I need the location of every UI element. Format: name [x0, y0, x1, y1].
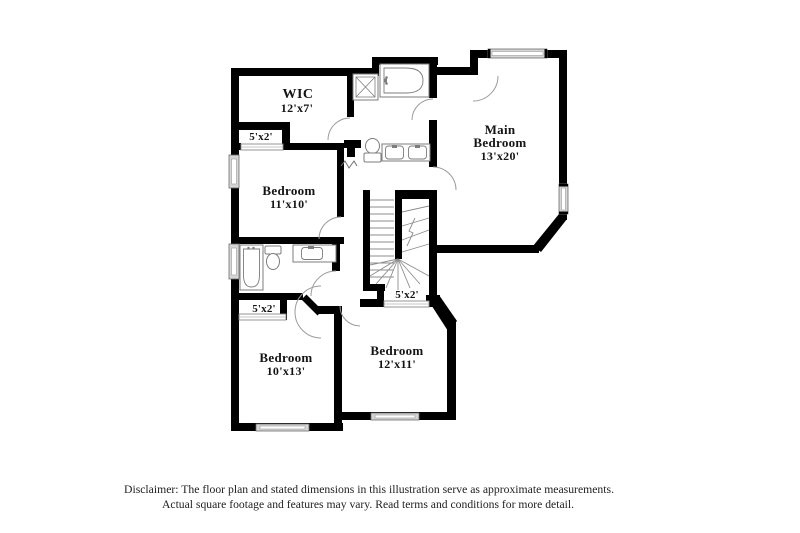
door-arc-icon: [311, 271, 336, 296]
wall: [231, 293, 303, 300]
sink-icon: [293, 245, 336, 262]
wall: [377, 284, 384, 307]
wall: [395, 190, 436, 199]
room-label-main-bedroom-dims: 13'x20': [480, 149, 520, 163]
wall: [337, 143, 344, 217]
double-vanity-icon: [382, 144, 430, 161]
window-marker: [229, 155, 239, 188]
window-marker: [559, 184, 568, 214]
window-marker: [256, 424, 309, 431]
door-arc-icon: [328, 118, 350, 140]
door-arc-icon: [473, 76, 498, 101]
wall: [395, 199, 402, 259]
door-arc-icon: [319, 217, 341, 239]
room-label-bedroom10-dims: 10'x13': [266, 364, 306, 378]
wall: [283, 143, 343, 150]
closet-label-wic: 5'x2': [249, 131, 273, 143]
wall: [347, 140, 355, 157]
shower-icon: [353, 74, 378, 100]
window-marker: [229, 244, 239, 279]
bathtub-icon: [380, 64, 429, 97]
wall: [231, 122, 290, 130]
closet-bifold-marker: [241, 144, 283, 150]
room-label-bedroom11-name: Bedroom: [262, 183, 316, 198]
wall: [429, 245, 539, 253]
wall: [231, 143, 241, 150]
wall: [429, 57, 437, 98]
room-label-bedroom10-name: Bedroom: [259, 350, 313, 365]
door-arc-icon: [433, 167, 456, 190]
room-label-main-bedroom-line2: Bedroom: [473, 135, 527, 150]
closet-label-left: 5'x2': [252, 303, 276, 315]
wall: [429, 190, 437, 307]
window-marker: [371, 413, 419, 420]
wall: [231, 237, 344, 244]
room-labels: [249, 87, 526, 378]
window-marker: [488, 49, 547, 58]
bathtub-icon: [240, 245, 263, 290]
door-arc-icon: [340, 306, 360, 326]
wall: [372, 57, 379, 76]
room-label-bedroom12-dims: 12'x11': [377, 357, 417, 371]
room-label-bedroom12-name: Bedroom: [370, 343, 424, 358]
wall: [447, 322, 456, 420]
toilet-icon: [364, 139, 381, 163]
room-label-main-bedroom-line1: Main: [484, 122, 516, 137]
disclaimer-line-2: Actual square footage and features may vary. Read terms and conditions for more detail.: [162, 499, 575, 511]
disclaimer-line-1: Disclaimer: The floor plan and stated dimensions in this illustration serve as approximate measurements.: [124, 484, 615, 496]
door-arc-icon: [295, 312, 321, 338]
door-leaf: [304, 297, 320, 313]
room-label-wic-name: WIC: [282, 87, 314, 102]
room-label-wic-dims: 12'x7': [280, 101, 314, 115]
door-arc-icon: [412, 99, 433, 120]
wall: [363, 190, 370, 291]
toilet-icon: [265, 246, 281, 270]
room-label-bedroom11-dims: 11'x10': [269, 197, 309, 211]
closet-label-stairs: 5'x2': [395, 289, 419, 301]
disclaimer: [124, 484, 614, 511]
closet-bifold-marker: [384, 301, 429, 307]
